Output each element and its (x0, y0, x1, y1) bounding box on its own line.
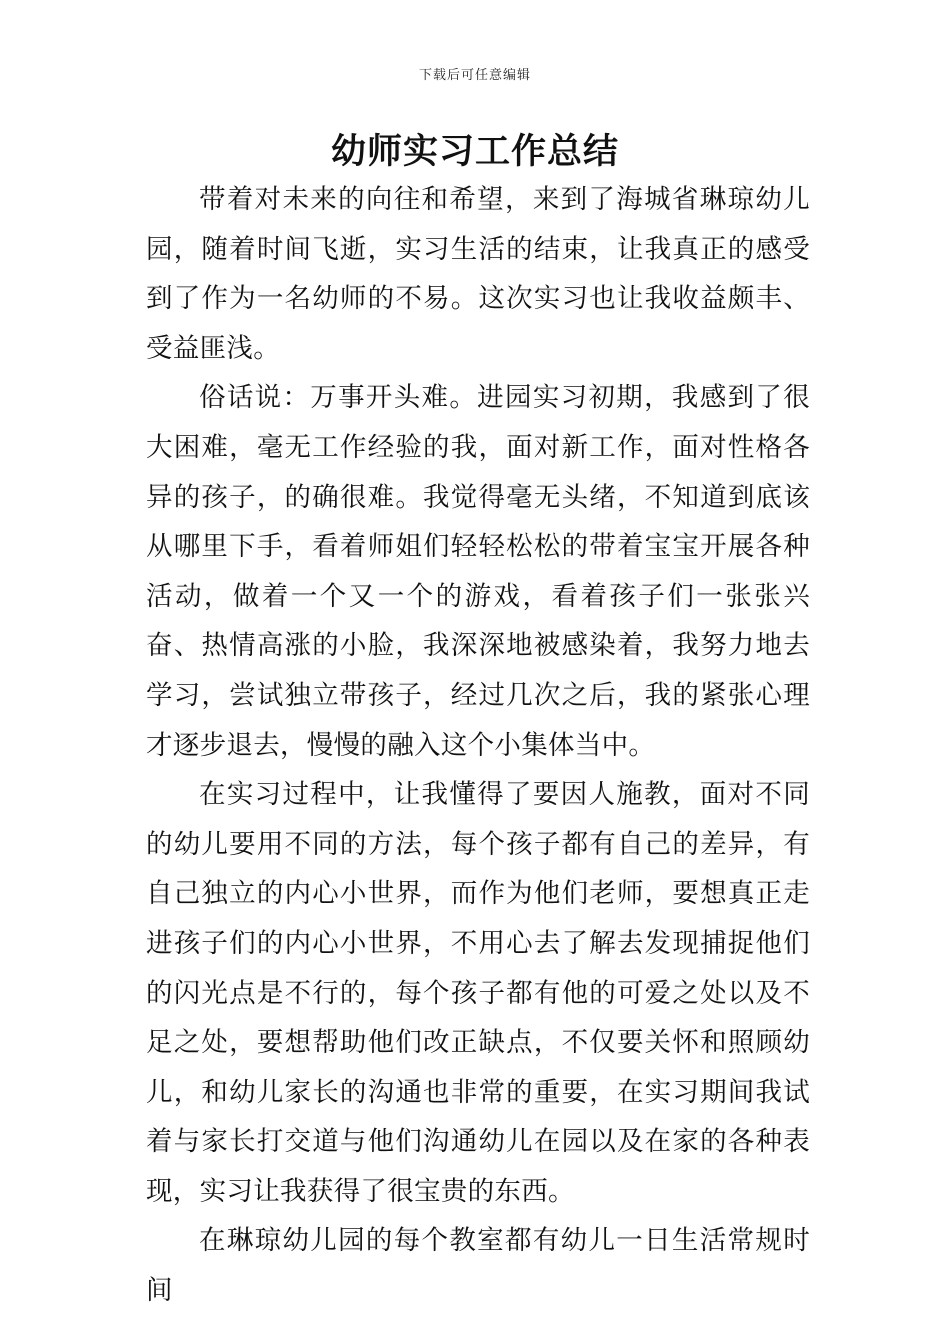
document-title: 幼师实习工作总结 (330, 132, 619, 172)
paragraph-2: 俗话说：万事开头难。进园实习初期，我感到了很大困难，毫无工作经验的我，面对新工作，面对性格各异的孩子，的确很难。我觉得毫无头绪，不知道到底该从哪里下手，看着师姐们轻轻松松的带着宝宝开展各种活动，做着一个又一个的游戏，看着孩子们一张张兴奋、热情高涨的小脸，我深深地被感染着，我努力地去学习，尝试独立带孩子，经过几次之后，我的紧张心理才逐步退去，慢慢的融入这个小集体当中。 (146, 382, 810, 761)
paragraph-1: 带着对未来的向往和希望，来到了海城省琳琼幼儿园，随着时间飞逝，实习生活的结束，让我真正的感受到了作为一名幼师的不易。这次实习也让我收益颇丰、受益匪浅。 (146, 184, 810, 364)
document-body (146, 175, 810, 1316)
paragraph-3: 在实习过程中，让我懂得了要因人施教，面对不同的幼儿要用不同的方法，每个孩子都有自己的差异，有自己独立的内心小世界，而作为他们老师，要想真正走进孩子们的内心小世界，不用心去了解去发现捕捉他们的闪光点是不行的，每个孩子都有他的可爱之处以及不足之处，要想帮助他们改正缺点，不仅要关怀和照顾幼儿，和幼儿家长的沟通也非常的重要，在实习期间我试着与家长打交道与他们沟通幼儿在园以及在家的各种表现，实习让我获得了很宝贵的东西。 (146, 779, 810, 1207)
header-note: 下载后可任意编辑 (418, 68, 531, 83)
paragraph-4: 在琳琼幼儿园的每个教室都有幼儿一日生活常规时间 (146, 1225, 810, 1307)
